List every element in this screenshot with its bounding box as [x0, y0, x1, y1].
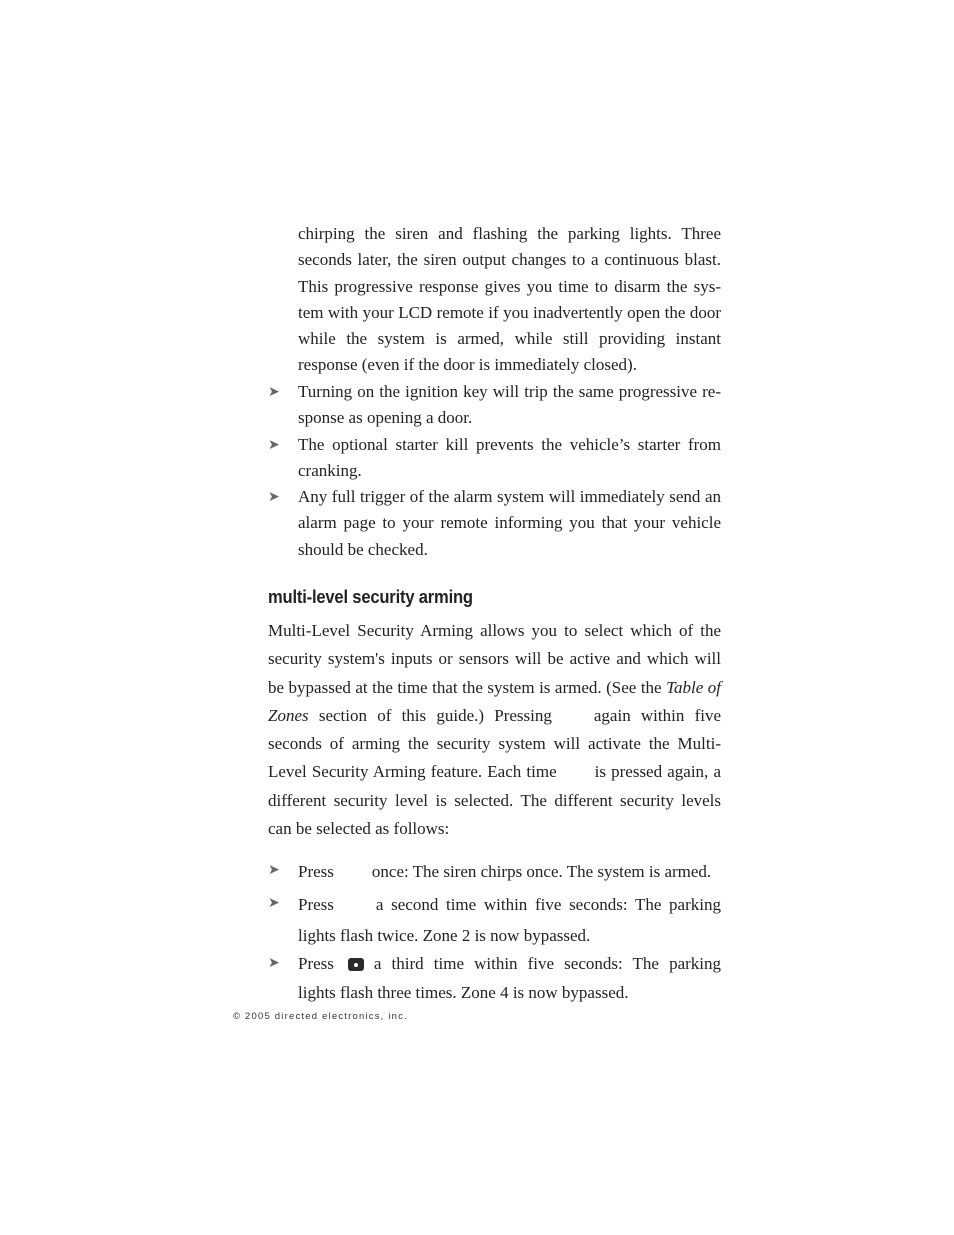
section-body	[268, 617, 721, 843]
press-word: Press	[298, 954, 334, 973]
press-word: Press	[298, 862, 334, 881]
section-body-part2: section of this guide.) Pressing	[308, 705, 552, 725]
press-rest: a third time within five seconds: The parking lights flash three times. Zone 4 is now bypassed.	[298, 954, 721, 1002]
bullet-arrow-icon: ➤	[268, 489, 280, 505]
table-of-zones-reference: Table of Zones	[268, 677, 721, 725]
press-text	[298, 949, 721, 1007]
press-item	[268, 949, 721, 1007]
bullet-item	[268, 379, 721, 432]
bullet-arrow-icon: ➤	[268, 955, 280, 971]
bullet-item	[268, 484, 721, 563]
section-body-part3: again within five seconds of arming the security system will activate the Multi-Level Security Arming feature. Each time	[268, 705, 721, 782]
bullet-arrow-icon: ➤	[268, 384, 280, 400]
press-word: Press	[298, 895, 334, 914]
bullet-item	[268, 432, 721, 485]
bullet-text: Any full trigger of the alarm system will immediately send an alarm page to your remote informing you that your vehicle should be checked.	[298, 487, 721, 559]
bullet-arrow-icon: ➤	[268, 895, 280, 911]
press-item	[268, 889, 721, 951]
section-body-part1: Multi-Level Security Arming allows you to select which of the security system's inputs or sensors will be active and which will be bypassed at the time that the system is armed. (See the	[268, 621, 721, 697]
press-text	[298, 889, 721, 951]
section-heading: multi-level security arming	[268, 587, 473, 607]
press-rest: a second time within five seconds: The parking lights flash twice. Zone 2 is now bypassed.	[298, 895, 721, 945]
copyright-footer: © 2005 directed electronics, inc.	[233, 1011, 408, 1022]
bullet-text: The optional starter kill prevents the vehicle’s starter from cranking.	[298, 435, 721, 481]
press-text	[298, 856, 721, 887]
bullet-arrow-icon: ➤	[268, 437, 280, 453]
section-body-part4: is pressed again, a different security level is selected. The different security levels can be selected as follows:	[268, 762, 721, 839]
lock-button-icon	[348, 958, 364, 971]
intro-paragraph: chirping the siren and flashing the parking lights. Three seconds later, the siren output changes to a continuous blast. This progressive response gives you time to disarm the sys-tem with your LCD remote if you inadvertently open the door while the system is armed, while still providing instant response (even if the door is immediately closed).	[298, 224, 721, 375]
press-rest: once: The siren chirps once. The system is armed.	[371, 862, 712, 881]
press-item	[268, 856, 721, 887]
bullet-text: Turning on the ignition key will trip the same progressive re-sponse as opening a door.	[298, 382, 721, 428]
bullet-arrow-icon: ➤	[268, 862, 280, 878]
